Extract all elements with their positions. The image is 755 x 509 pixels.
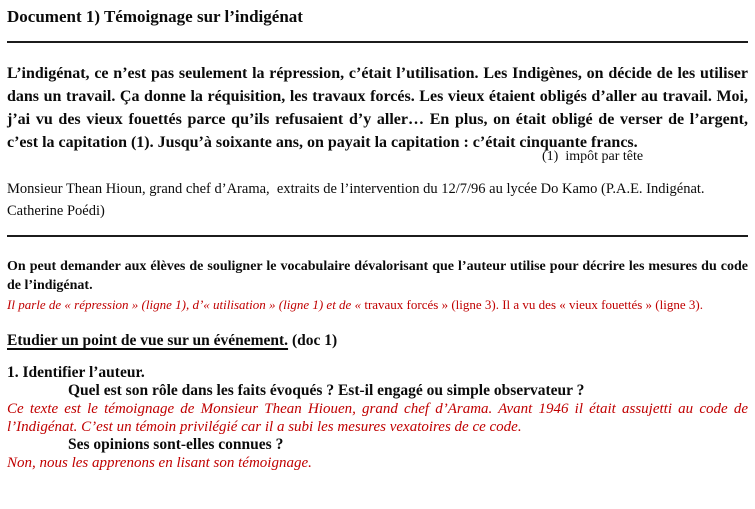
source-attribution: Monsieur Thean Hioun, grand chef d’Arama, extraits de l’intervention du 12/7/96 au lycée Do Kamo (P.A.E. Indigénat. Catherine Poédi) bbox=[7, 181, 709, 219]
separator-line-top bbox=[7, 41, 748, 43]
answer-1-b: Non, nous les apprenons en lisant son témoignage. bbox=[7, 455, 312, 471]
footnote-capitation: (1) impôt par tête bbox=[542, 149, 644, 164]
vocabulary-answer bbox=[7, 295, 748, 314]
vocabulary-answer-italic-part: Il parle de « répression » (ligne 1), d’« utilisation » (ligne 1) et de « bbox=[7, 297, 365, 312]
method-heading bbox=[7, 331, 748, 351]
method-heading-underlined-text: Etudier un point de vue sur un événement. bbox=[7, 332, 289, 349]
question-1-sub-b: Ses opinions sont-elles connues ? bbox=[68, 436, 284, 453]
document-title: Document 1) Témoignage sur l’indigénat bbox=[7, 7, 303, 26]
question-1-title: 1. Identifier l’auteur. bbox=[7, 364, 145, 381]
answer-1-a: Ce texte est le témoignage de Monsieur Thean Hiouen, grand chef d’Arama. Avant 1946 il était assujetti au code de l’Indigénat. C’est un témoin privilégié car il a subi les mesures vexatoires de ce code. bbox=[7, 401, 748, 435]
method-heading-doc-ref: (doc 1) bbox=[288, 332, 338, 349]
separator-line-middle bbox=[7, 235, 748, 237]
teacher-note: On peut demander aux élèves de souligner le vocabulaire dévalorisant que l’auteur utilise pour décrire les mesures du code de l’indigénat. bbox=[7, 259, 748, 293]
question-1-sub-a: Quel est son rôle dans les faits évoqués ? Est-il engagé ou simple observateur ? bbox=[68, 382, 585, 399]
testimony-paragraph: L’indigénat, ce n’est pas seulement la répression, c’était l’utilisation. Les Indigènes, on décide de les utiliser dans un travail. Ça donne la réquisition, les travaux forcés. Les vieux étaient obligés d’aller au travail. Moi, j’ai vu des vieux fouettés parce qu’ils refusaient d’y aller… En plus, on était obligé de verser de l’argent, c’est la capitation (1). Jusqu’à soixante ans, on payait la capitation : c’était cinquante francs. bbox=[7, 65, 748, 151]
vocabulary-answer-upright-part: travaux forcés » (ligne 3). Il a vu des « vieux fouettés » (ligne 3). bbox=[364, 297, 703, 312]
